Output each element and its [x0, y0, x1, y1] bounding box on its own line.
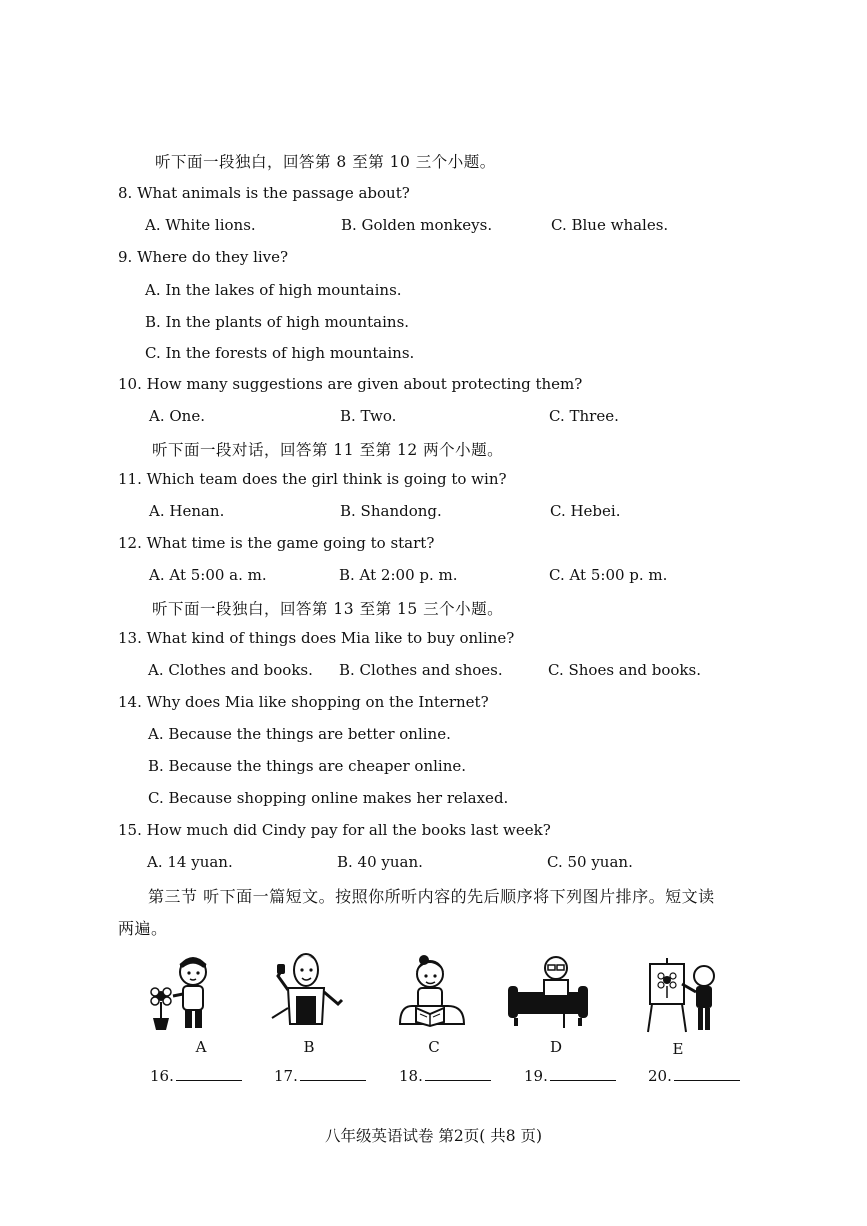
man-talking-phone-icon — [264, 948, 344, 1028]
option-c: C. Shoes and books. — [548, 661, 701, 679]
section-instruction: 听下面一段对话，回答第 11 至第 12 两个小题。 — [152, 441, 504, 459]
question-11 — [118, 470, 507, 488]
answer-blank-19[interactable] — [524, 1066, 616, 1085]
option-c: C. 50 yuan. — [547, 853, 633, 871]
question-number: 12. — [118, 534, 142, 552]
option-c: C. Blue whales. — [551, 216, 669, 234]
option-b: B. Two. — [340, 407, 397, 425]
option-a: A. White lions. — [145, 216, 256, 234]
blank-line[interactable] — [674, 1066, 740, 1081]
girl-reading-book-icon — [392, 952, 472, 1032]
blank-line[interactable] — [300, 1066, 366, 1081]
question-10 — [118, 375, 582, 393]
picture-label-e: E — [672, 1040, 684, 1058]
answer-blank-18[interactable] — [399, 1066, 491, 1085]
question-number: 10. — [118, 375, 142, 393]
question-14 — [118, 693, 489, 711]
blank-number: 16. — [150, 1067, 174, 1085]
man-sitting-sofa-icon — [508, 952, 588, 1032]
option-a: A. Henan. — [149, 502, 225, 520]
blank-line[interactable] — [425, 1066, 491, 1081]
option-a: A. Because the things are better online. — [148, 725, 451, 743]
option-b: B. Clothes and shoes. — [339, 661, 503, 679]
picture-label-b: B — [303, 1038, 315, 1056]
option-b: B. Golden monkeys. — [341, 216, 493, 234]
blank-line[interactable] — [550, 1066, 616, 1081]
question-text: How many suggestions are given about protecting them? — [146, 375, 583, 393]
answer-blank-16[interactable] — [150, 1066, 242, 1085]
question-15 — [118, 821, 551, 839]
question-text: Where do they live? — [137, 248, 289, 266]
question-9 — [118, 248, 288, 266]
option-a: A. One. — [149, 407, 205, 425]
question-number: 13. — [118, 629, 142, 647]
option-b: B. Because the things are cheaper online. — [148, 757, 467, 775]
picture-label-c: C — [428, 1038, 440, 1056]
question-text: Which team does the girl think is going to win? — [146, 470, 507, 488]
question-13 — [118, 629, 514, 647]
option-c: C. In the forests of high mountains. — [145, 344, 415, 362]
answer-blank-20[interactable] — [648, 1066, 740, 1085]
option-b: B. At 2:00 p. m. — [339, 566, 458, 584]
option-a: A. 14 yuan. — [147, 853, 233, 871]
blank-number: 20. — [648, 1067, 672, 1085]
option-b: B. Shandong. — [340, 502, 442, 520]
part3-instruction: 第三节 听下面一篇短文。按照你所听内容的先后顺序将下列图片排序。短文读 — [148, 887, 715, 906]
question-number: 8. — [118, 184, 133, 202]
question-number: 15. — [118, 821, 142, 839]
boy-painting-easel-icon — [646, 954, 726, 1034]
blank-number: 18. — [399, 1067, 423, 1085]
blank-number: 19. — [524, 1067, 548, 1085]
option-c: C. At 5:00 p. m. — [549, 566, 668, 584]
question-number: 11. — [118, 470, 142, 488]
option-a: A. In the lakes of high mountains. — [145, 281, 402, 299]
question-number: 9. — [118, 248, 133, 266]
part3-instruction-continued: 两遍。 — [118, 919, 168, 938]
answer-blank-17[interactable] — [274, 1066, 366, 1085]
boy-watering-flower-icon — [145, 952, 225, 1032]
option-c: C. Three. — [549, 407, 619, 425]
picture-label-a: A — [195, 1038, 207, 1056]
question-8 — [118, 184, 410, 202]
blank-line[interactable] — [176, 1066, 242, 1081]
section-instruction: 听下面一段独白，回答第 8 至第 10 三个小题。 — [155, 153, 496, 171]
question-text: What kind of things does Mia like to buy online? — [146, 629, 515, 647]
section-instruction: 听下面一段独白，回答第 13 至第 15 三个小题。 — [152, 600, 504, 618]
option-b: B. In the plants of high mountains. — [145, 313, 410, 331]
question-text: What time is the game going to start? — [146, 534, 435, 552]
question-12 — [118, 534, 434, 552]
question-number: 14. — [118, 693, 142, 711]
option-b: B. 40 yuan. — [337, 853, 423, 871]
option-a: A. At 5:00 a. m. — [149, 566, 267, 584]
page-footer: 八年级英语试卷 第2页( 共8 页) — [324, 1127, 543, 1145]
question-text: Why does Mia like shopping on the Internet? — [146, 693, 489, 711]
option-a: A. Clothes and books. — [148, 661, 313, 679]
option-c: C. Because shopping online makes her relaxed. — [148, 789, 509, 807]
blank-number: 17. — [274, 1067, 298, 1085]
question-text: What animals is the passage about? — [137, 184, 410, 202]
picture-label-d: D — [549, 1038, 563, 1056]
question-text: How much did Cindy pay for all the books last week? — [146, 821, 551, 839]
option-c: C. Hebei. — [550, 502, 621, 520]
